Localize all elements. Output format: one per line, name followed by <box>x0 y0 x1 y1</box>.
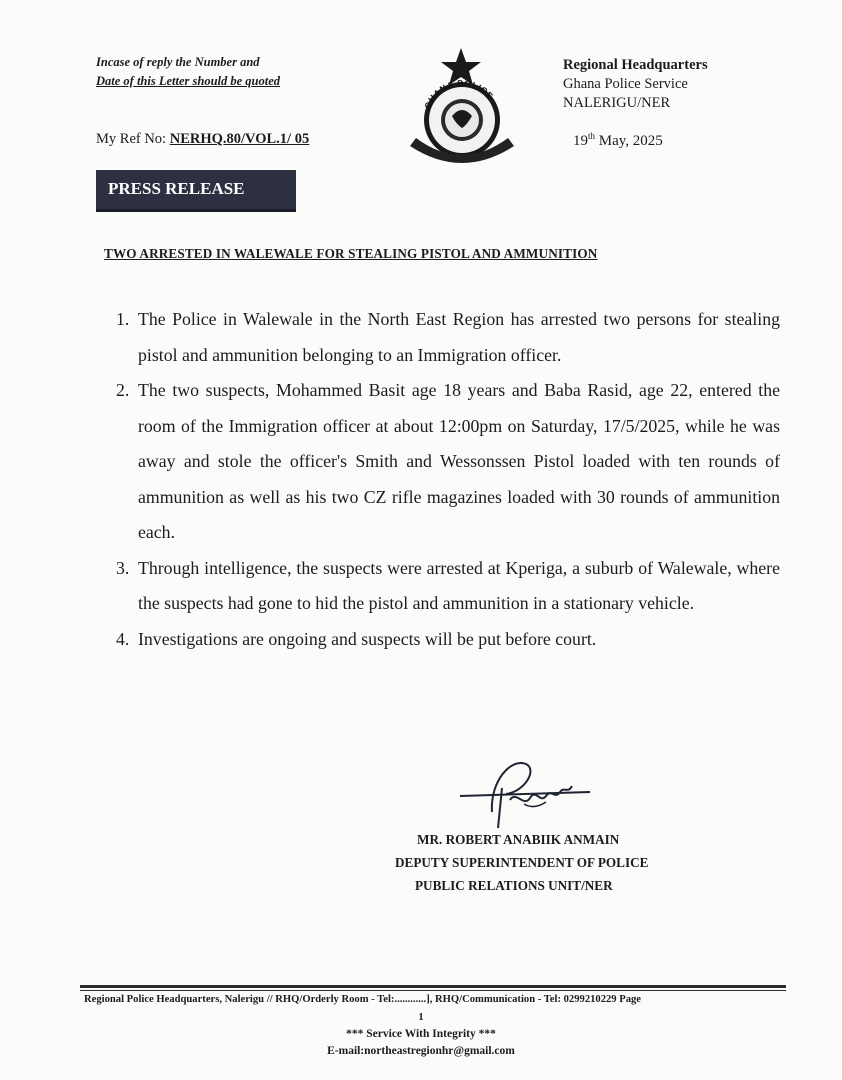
ref-value: NERHQ.80/VOL.1/ 05 <box>169 131 310 147</box>
footer-email: E-mail:northeastregionhr@gmail.com <box>327 1045 515 1057</box>
footer-page-number: 1 <box>418 1012 424 1023</box>
footer-rule-thin <box>80 990 786 991</box>
signatory-block <box>395 828 648 897</box>
paragraph-list <box>116 302 780 657</box>
date-day: 19 <box>573 133 588 149</box>
footer-motto: *** Service With Integrity *** <box>346 1028 496 1040</box>
signature-icon <box>440 752 600 834</box>
paragraph-number: 4. <box>116 628 130 649</box>
signatory-unit: PUBLIC RELATIONS UNIT/NER <box>415 878 613 893</box>
paragraph-text: Through intelligence, the suspects were arrested at Kperiga, a suburb of Walewale, where the suspects had gone to hid the pistol and ammunition in a stationary vehicle. <box>138 557 780 613</box>
date-rest: May, 2025 <box>595 133 663 149</box>
hq-line2: Ghana Police Service <box>563 76 688 92</box>
ref-label: My Ref No: <box>96 131 170 147</box>
paragraph-4 <box>116 622 780 658</box>
paragraph-number: 3. <box>116 557 130 578</box>
reply-note <box>96 53 280 91</box>
paragraph-2 <box>116 373 780 551</box>
paragraph-1 <box>116 302 780 373</box>
reply-note-line2: Date of this Letter should be quoted <box>96 74 281 88</box>
hq-line3: NALERIGU/NER <box>563 95 671 111</box>
paragraph-number: 1. <box>116 309 130 329</box>
hq-line1: Regional Headquarters <box>563 57 708 73</box>
reply-note-line1: Incase of reply the Number and <box>96 55 260 69</box>
signatory-rank: DEPUTY SUPERINTENDENT OF POLICE <box>395 855 649 870</box>
headline: TWO ARRESTED IN WALEWALE FOR STEALING PISTOL AND AMMUNITION <box>104 246 598 261</box>
footer-contacts: Regional Police Headquarters, Nalerigu // RHQ/Orderly Room - Tel:............], RHQ/Communication - Tel: 0299210229 Page <box>84 994 642 1005</box>
ghana-police-seal-icon <box>400 42 522 170</box>
paragraph-text: The two suspects, Mohammed Basit age 18 years and Baba Rasid, age 22, entered the room of the Immigration officer at about 12:00pm on Saturday, 17/5/2025, while he was away and stole the officer's Smith and Wessonssen Pistol loaded with ten rounds of ammunition as well as his two CZ rifle magazines loaded with 30 rounds of ammunition each. <box>138 380 780 542</box>
signatory-name: MR. ROBERT ANABIIK ANMAIN <box>417 832 620 847</box>
letter-date <box>573 131 663 150</box>
footer-rule <box>80 985 786 988</box>
reference-number <box>96 131 337 148</box>
svg-text:GHANA POLICE: GHANA POLICE <box>422 77 496 111</box>
paragraph-text: Investigations are ongoing and suspects will be put before court. <box>138 628 597 649</box>
date-suffix: th <box>588 131 596 141</box>
paragraph-number: 2. <box>116 380 130 400</box>
paragraph-3 <box>116 551 780 622</box>
press-release-banner: PRESS RELEASE <box>96 170 296 212</box>
regional-hq-address <box>563 56 708 113</box>
paragraph-text: The Police in Walewale in the North East Region has arrested two persons for stealing pistol and ammunition belonging to an Immigration officer. <box>138 309 780 365</box>
